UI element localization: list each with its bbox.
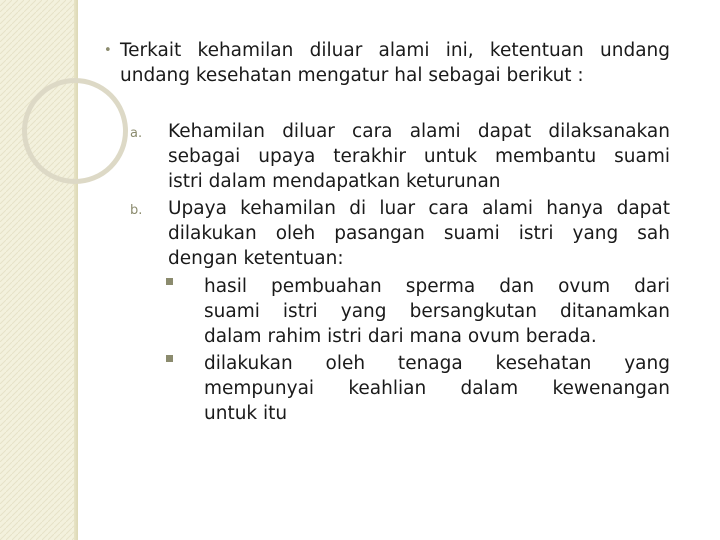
main-point-line: undang kesehatan mengatur hal sebagai berikut : [120, 65, 584, 86]
main-bullet-point [104, 38, 670, 88]
list-item-b [104, 196, 670, 271]
item-line: Kehamilan diluar cara alami dapat dilaksanakan [168, 121, 670, 142]
slide-content [104, 38, 670, 426]
main-point-line: Terkait kehamilan diluar alami ini, ketentuan undang [120, 40, 670, 61]
square-bullet-icon [166, 278, 173, 285]
sub-item-line: untuk itu [204, 403, 288, 424]
list-marker: b. [130, 203, 143, 218]
sub-item-line: dalam rahim istri dari mana ovum berada. [204, 326, 597, 347]
sub-item-line: dilakukan oleh tenaga kesehatan yang [204, 353, 670, 374]
bullet-dot-icon: • [104, 43, 112, 58]
sub-item-line: mempunyai keahlian dalam kewenangan [204, 378, 670, 399]
sub-item-line: hasil pembuahan sperma dan ovum dari [204, 276, 670, 297]
item-line: dengan ketentuan: [168, 248, 344, 269]
item-line: sebagai upaya terakhir untuk membantu suami [168, 146, 670, 167]
sub-item-line: suami istri yang bersangkutan ditanamkan [204, 301, 670, 322]
item-line: Upaya kehamilan di luar cara alami hanya dapat [168, 198, 670, 219]
sub-item-2 [104, 351, 670, 426]
item-line: dilakukan oleh pasangan suami istri yang sah [168, 223, 670, 244]
list-marker: a. [130, 126, 143, 141]
list-item-a [104, 119, 670, 194]
item-line: istri dalam mendapatkan keturunan [168, 171, 501, 192]
sub-item-1 [104, 274, 670, 349]
square-bullet-icon [166, 355, 173, 362]
